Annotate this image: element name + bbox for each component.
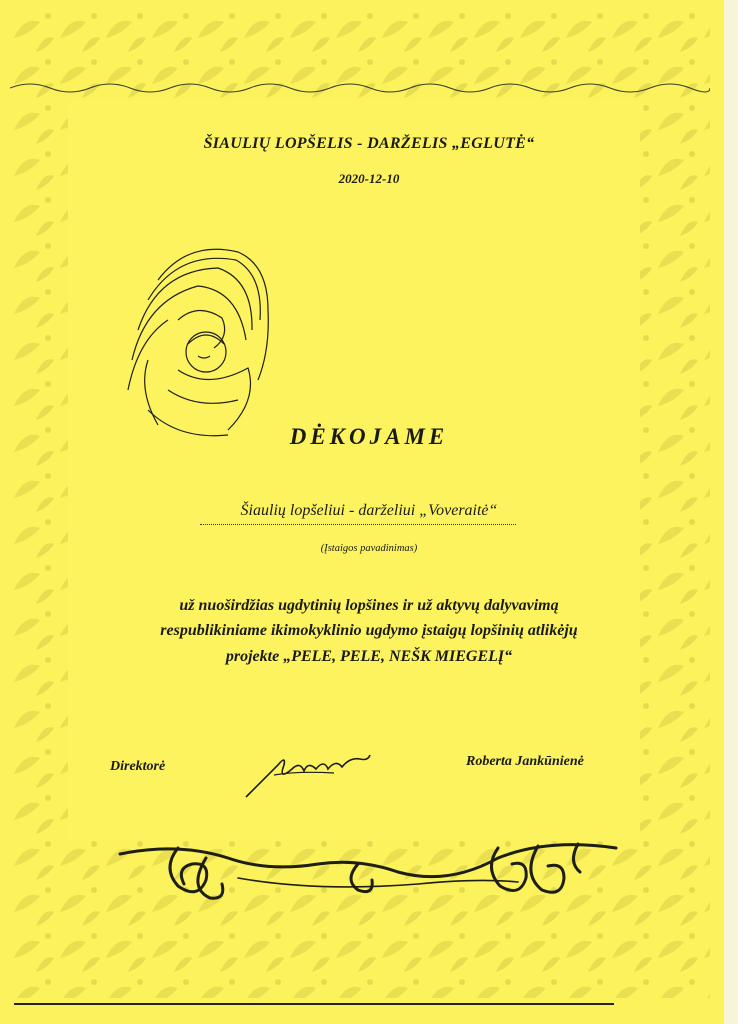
signatory-name: Roberta Jankūnienė xyxy=(466,754,584,769)
recipient-underline xyxy=(200,524,516,525)
decorative-flourish xyxy=(118,828,618,908)
heading-thanks: DĖKOJAME xyxy=(289,424,449,449)
body-line-2: respublikiniame ikimokyklinio ugdymo įstaigų lopšinių atlikėjų xyxy=(160,622,578,639)
paper-edge xyxy=(724,0,738,1024)
recipient-name: Šiaulių lopšeliui - darželiui „Voveraitė“ xyxy=(240,502,498,519)
mother-child-illustration xyxy=(118,240,278,445)
signatory-title: Direktorė xyxy=(110,759,166,774)
signature xyxy=(238,735,378,805)
date: 2020-12-10 xyxy=(338,171,400,186)
body-line-3: projekte „PELE, PELE, NEŠK MIEGELĮ“ xyxy=(225,648,513,665)
body-line-1: už nuoširdžias ugdytinių lopšines ir už aktyvų dalyvavimą xyxy=(179,597,559,614)
inner-panel xyxy=(68,100,640,840)
scan-edge-line xyxy=(14,1003,614,1005)
recipient-caption: (Įstaigos pavadinimas) xyxy=(320,543,418,554)
institution-title: ŠIAULIŲ LOPŠELIS - DARŽELIS „EGLUTĖ“ xyxy=(203,135,535,152)
